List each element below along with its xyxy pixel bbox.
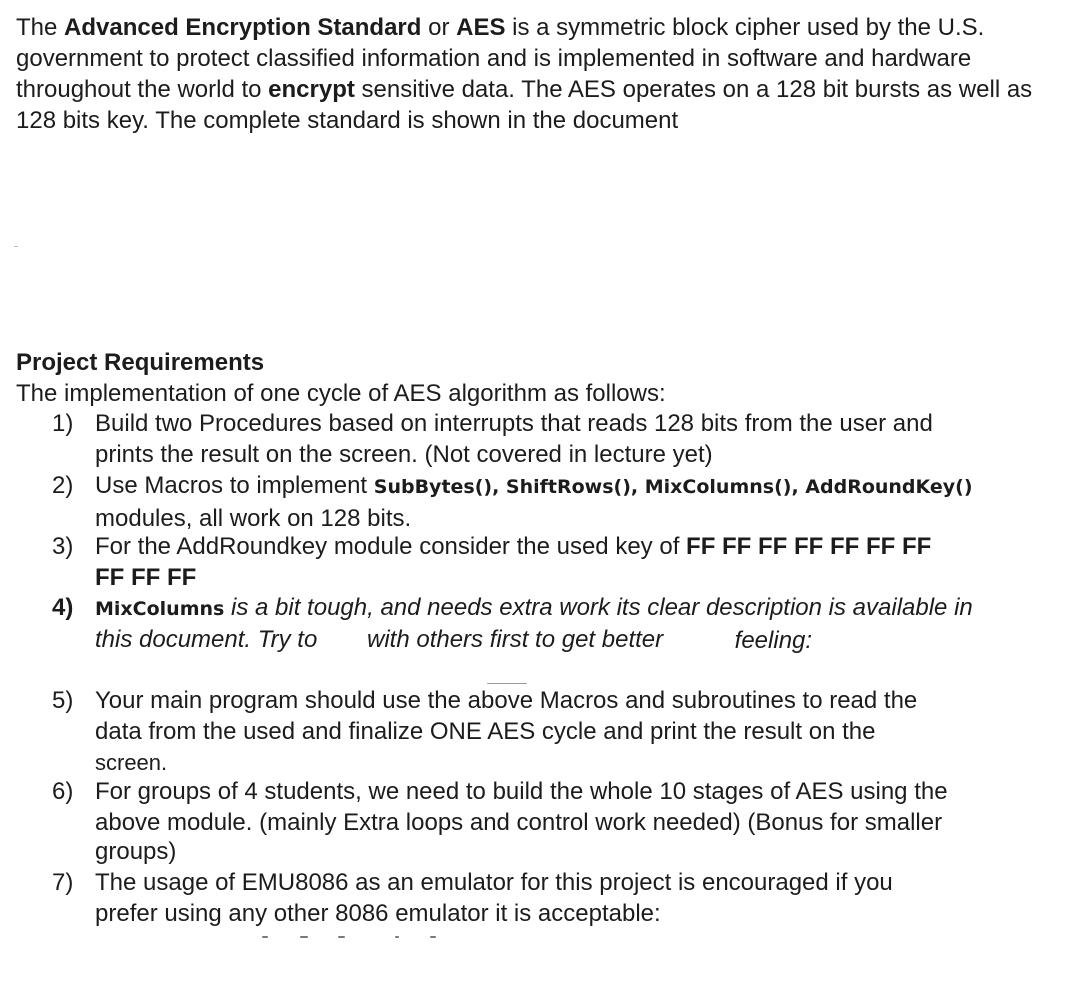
list-number: 2) [52, 472, 74, 499]
list-item-text: screen. [95, 750, 168, 775]
list-number: 7) [52, 869, 74, 896]
list-item-text: Use Macros to implement [95, 472, 374, 499]
list-item-text: modules, all work on 128 bits. [95, 505, 412, 532]
section-lead: The implementation of one cycle of AES algorithm as follows: [16, 380, 666, 407]
list-item-text: For the AddRoundkey module consider the used key of [95, 533, 687, 560]
intro-text: is a symmetric block cipher used by the U.S. government to protect classified information and is implemented in software and hardware throughout the world to [16, 14, 985, 103]
intro-text: or [421, 14, 457, 41]
list-item-text: The usage of EMU8086 as an emulator for this project is encouraged if you [95, 869, 893, 896]
intro-bold-term: AES [456, 14, 506, 41]
scan-artifact [430, 936, 436, 938]
list-item-text: data from the used and finalize ONE AES cycle and print the result on the [95, 718, 876, 745]
list-number: 3) [52, 533, 74, 560]
function-name: MixColumns [95, 598, 225, 620]
section-heading: Project Requirements [16, 349, 265, 376]
list-number: 1) [52, 410, 74, 437]
intro-text: The [16, 14, 65, 41]
scan-artifact [14, 246, 18, 247]
scan-artifact [395, 936, 399, 938]
list-number: 5) [52, 687, 74, 714]
scan-artifact [262, 936, 268, 938]
list-item-text: Build two Procedures based on interrupts that reads 128 bits from the user and [95, 410, 933, 437]
list-item-text: For groups of 4 students, we need to build the whole 10 stages of AES using the [95, 778, 948, 805]
key-value: FF FF FF [95, 564, 197, 591]
list-item-text: groups) [95, 838, 177, 865]
scan-artifact [300, 936, 308, 938]
list-number: 6) [52, 778, 74, 805]
list-item-text: feeling: [728, 627, 813, 654]
list-number: 4) [52, 594, 74, 621]
scan-artifact [487, 683, 527, 684]
function-names: SubBytes(), ShiftRows(), MixColumns(), AddRoundKey() [373, 476, 973, 498]
intro-bold-term: encrypt [268, 76, 355, 103]
list-item-text: prefer using any other 8086 emulator it is acceptable: [95, 900, 661, 927]
intro-bold-term: Advanced Encryption Standard [64, 14, 422, 41]
list-item-text: with others first to get better [367, 626, 664, 653]
list-item-text: above module. (mainly Extra loops and control work needed) (Bonus for smaller [95, 809, 943, 836]
scan-artifact [338, 936, 345, 938]
list-item-text: prints the result on the screen. (Not covered in lecture yet) [95, 441, 713, 468]
list-item-text: is a bit tough, and needs extra work its clear description is available in [224, 594, 973, 621]
key-value: FF FF FF FF FF FF FF [686, 533, 932, 560]
list-item-text: this document. Try to [95, 626, 318, 653]
list-item-text: Your main program should use the above Macros and subroutines to read the [95, 687, 918, 714]
intro-paragraph [16, 12, 1056, 136]
intro-text: sensitive data. The AES operates on a 128 bit bursts as well as 128 bits key. The complete standard is shown in the document [16, 76, 1033, 134]
